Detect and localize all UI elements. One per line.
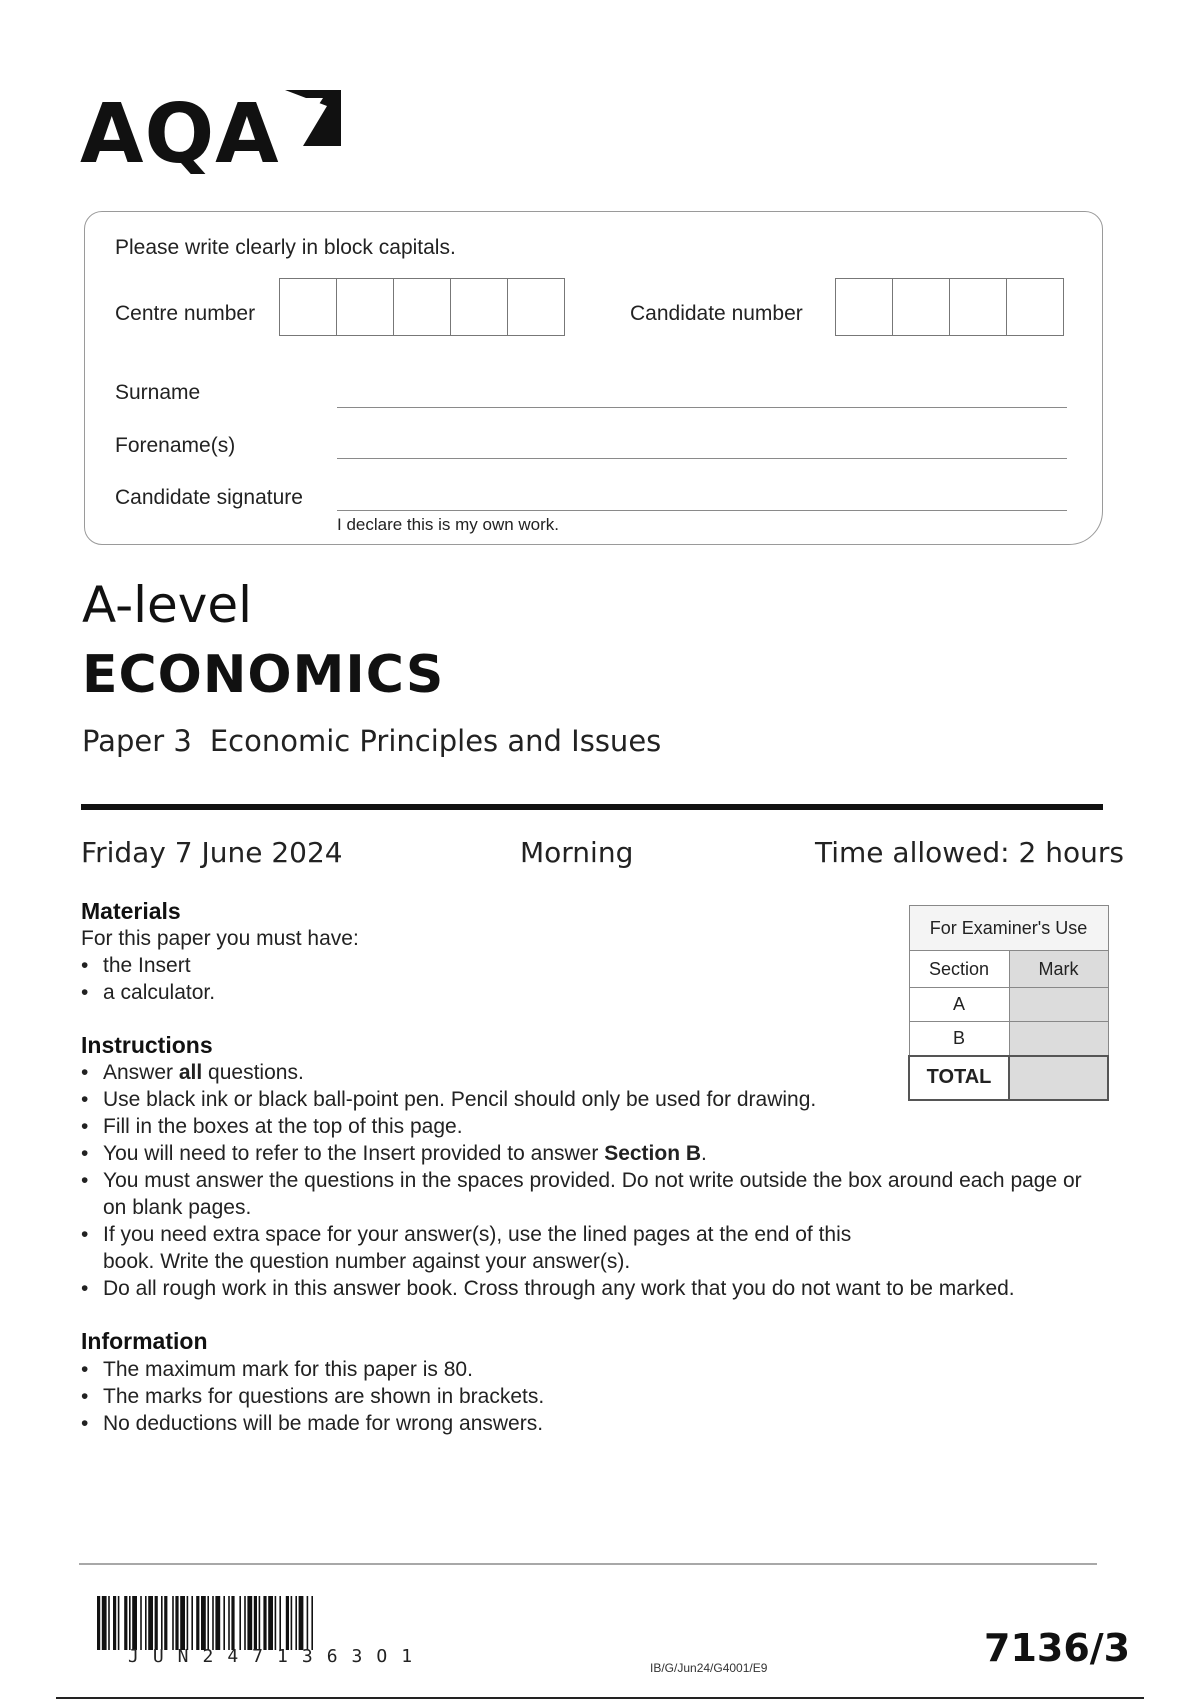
forename-label: Forename(s) <box>115 434 236 457</box>
footer-divider <box>79 1563 1097 1565</box>
instruction-item: • Do all rough work in this answer book. Cross through any work that you do not want to be marked. <box>81 1275 1081 1302</box>
information-heading: Information <box>81 1328 208 1354</box>
mark-cell <box>1009 1022 1108 1056</box>
information-item: • No deductions will be made for wrong answers. <box>81 1410 1081 1437</box>
centre-number-boxes[interactable] <box>279 278 565 336</box>
instruction-item: • Fill in the boxes at the top of this page. <box>81 1113 1081 1140</box>
information-item: • The marks for questions are shown in brackets. <box>81 1383 1081 1410</box>
instruction-item: • Answer all questions. <box>81 1059 1081 1086</box>
aqa-logo <box>80 88 350 188</box>
instruction-item: • You will need to refer to the Insert provided to answer Section B. <box>81 1140 1081 1167</box>
candidate-digit-box[interactable] <box>1007 279 1064 335</box>
candidate-digit-box[interactable] <box>836 279 893 335</box>
section-label: B <box>909 1022 1009 1056</box>
section-label: A <box>909 988 1009 1022</box>
centre-digit-box[interactable] <box>394 279 451 335</box>
candidate-digit-box[interactable] <box>893 279 950 335</box>
instructions-heading: Instructions <box>81 1032 213 1058</box>
candidate-number-label: Candidate number <box>630 302 803 325</box>
mark-column-header: Mark <box>1009 951 1108 988</box>
signature-line[interactable] <box>337 510 1067 511</box>
signature-label: Candidate signature <box>115 486 303 509</box>
document-reference: IB/G/Jun24/G4001/E9 <box>650 1661 768 1675</box>
instruction-item: • You must answer the questions in the spaces provided. Do not write outside the box around each page or on blank pages. <box>81 1167 1086 1221</box>
materials-item: • a calculator. <box>81 979 1081 1006</box>
centre-digit-box[interactable] <box>337 279 394 335</box>
information-item: • The maximum mark for this paper is 80. <box>81 1356 1081 1383</box>
page-bottom-rule <box>56 1697 1144 1699</box>
surname-line[interactable] <box>337 407 1067 408</box>
examiner-table-title: For Examiner's Use <box>909 906 1108 951</box>
materials-item: • the Insert <box>81 952 1081 979</box>
centre-number-label: Centre number <box>115 302 256 325</box>
mark-cell <box>1009 988 1108 1022</box>
qualification-level: A-level <box>82 576 253 634</box>
exam-session: Morning <box>520 836 634 869</box>
declaration-text: I declare this is my own work. <box>337 515 560 534</box>
logo-mark-icon <box>283 88 343 148</box>
instruction-item: • Use black ink or black ball-point pen. Pencil should only be used for drawing. <box>81 1086 1081 1113</box>
logo-text: AQA <box>80 87 280 182</box>
candidate-heading: Please write clearly in block capitals. <box>115 236 456 259</box>
total-label: TOTAL <box>909 1056 1009 1100</box>
paper-code: 7136/3 <box>984 1626 1131 1670</box>
title-divider <box>81 804 1103 810</box>
paper-name: Economic Principles and Issues <box>209 724 662 758</box>
materials-heading: Materials <box>81 898 181 924</box>
exam-date: Friday 7 June 2024 <box>81 836 343 869</box>
candidate-digit-box[interactable] <box>950 279 1007 335</box>
subject-title: ECONOMICS <box>82 645 445 705</box>
materials-intro: For this paper you must have: <box>81 927 359 950</box>
centre-digit-box[interactable] <box>280 279 337 335</box>
paper-number: Paper 3 <box>82 724 192 758</box>
section-column-header: Section <box>909 951 1009 988</box>
paper-title <box>82 724 679 758</box>
centre-digit-box[interactable] <box>451 279 508 335</box>
time-allowed: Time allowed: 2 hours <box>815 836 1124 869</box>
candidate-number-boxes[interactable] <box>835 278 1064 336</box>
barcode-text: JUN2471363O1 <box>128 1646 427 1667</box>
barcode-icon <box>97 1596 481 1650</box>
surname-label: Surname <box>115 381 201 404</box>
instruction-item: • If you need extra space for your answer(s), use the lined pages at the end of this book. Write the question number against your answer(s). <box>81 1221 871 1275</box>
centre-digit-box[interactable] <box>508 279 565 335</box>
forename-line[interactable] <box>337 458 1067 459</box>
